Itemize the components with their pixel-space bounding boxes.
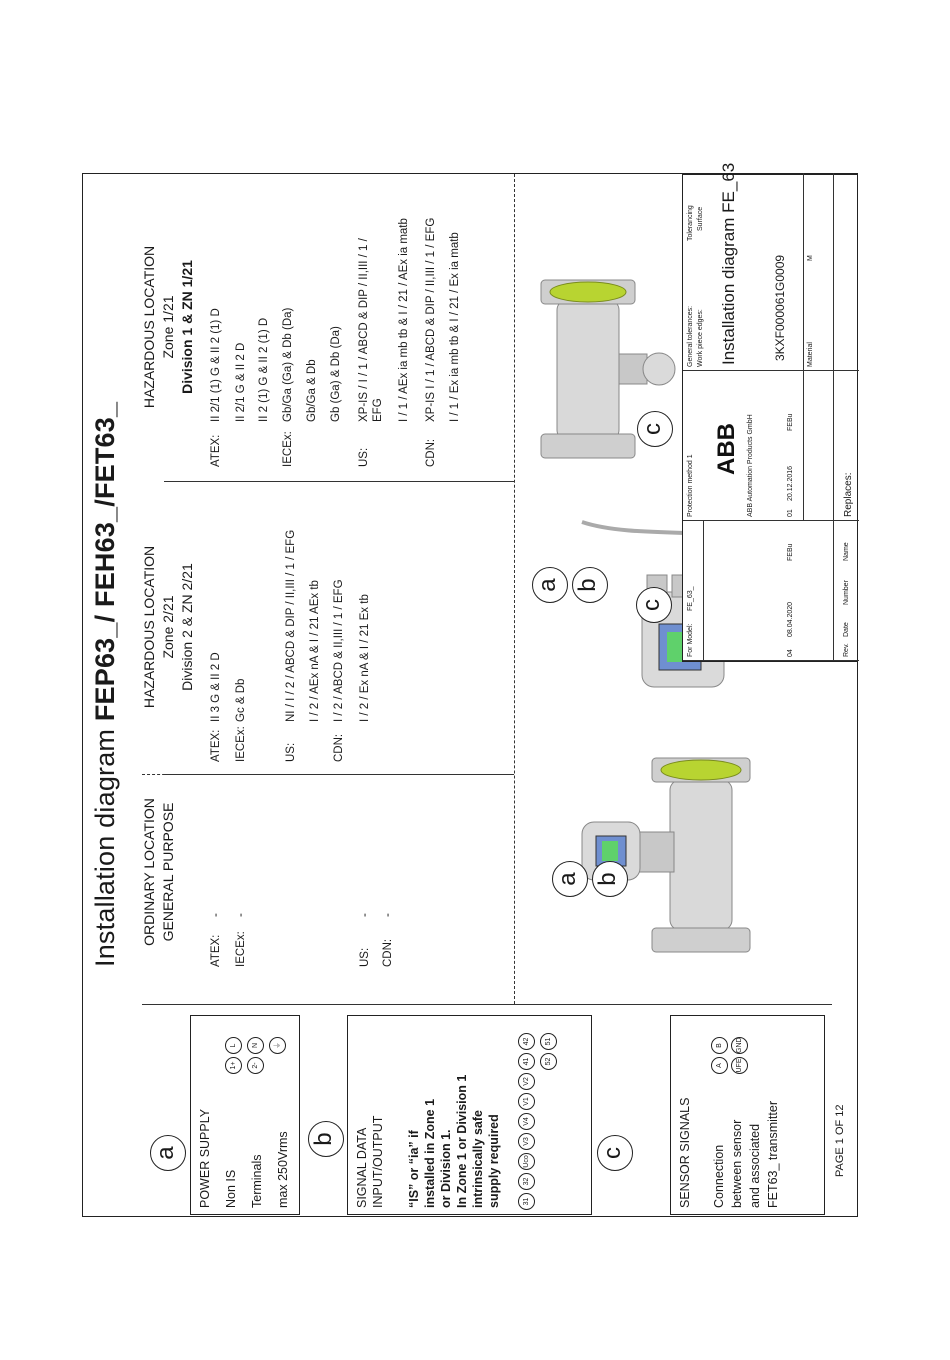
row-label: US: [285,742,297,762]
sensor-signals-line: FET63_ transmitter [766,1101,780,1208]
tb-surface: Surface [697,206,704,231]
sensor-signals-line: and associated [748,1123,762,1208]
power-supply-box [190,1015,300,1215]
title-prefix: Installation diagram [90,721,120,967]
tb-date-header: Date [843,622,850,637]
row-value: I / 1 / Ex ia mb tb & I / 21 / Ex ia matb [449,232,461,422]
signal-data-line: or Division 1. [439,1129,453,1208]
callout-b: b [592,861,628,897]
tb-date: 08.04.2020 [787,601,794,637]
row-value: II 2/1 (1) G & II 2 (1) D [210,308,222,422]
zone1-h3: Division 1 & ZN 1/21 [179,260,195,394]
row-label: IECEx: [235,726,247,762]
tb-doc-title: Installation diagram FE_63 [719,162,738,365]
sensor-signals-line: between sensor [730,1119,744,1208]
power-supply-line: max 250Vrms [276,1131,290,1208]
title-block [682,162,858,662]
row-value: II 2/1 G & II 2 D [235,342,247,422]
row-value: Gb/Ga (Ga) & Db (Da) [282,307,294,422]
terminal-1plus: 1+ [225,1057,242,1074]
callout-b: b [572,567,608,603]
terminal-gnd: GND [731,1037,748,1054]
zone1-h2: Zone 1/21 [160,295,176,359]
terminal-L: L [225,1037,242,1054]
terminal-v1: V1 [518,1093,535,1110]
tb-rev-header: Rev. [843,643,850,657]
tb-name: FEBu [787,543,794,561]
tb-for-model-label: For Model: [687,623,694,657]
power-supply-line: Terminals [250,1154,264,1208]
callout-c: c [637,411,673,447]
terminal-v2: V2 [518,1073,535,1090]
page-number: PAGE 1 OF 12 [834,1104,846,1177]
ordinary-h2: GENERAL PURPOSE [160,802,176,942]
terminal-42: 42 [518,1033,535,1050]
tb-replaces: Replaces: [843,472,854,517]
tb-scale: M [807,255,814,261]
tb-material: Material [807,342,814,367]
zone2-h2: Zone 2/21 [160,595,176,659]
tb-work-piece: Work piece edges: [697,309,704,367]
row-value: - [382,913,394,917]
legend-bubble-a: a [150,1135,186,1171]
row-value: Gb/Ga & Db [306,359,318,422]
signal-data-line: supply required [487,1114,501,1208]
tb-general-tol: General tolerances: [687,305,694,367]
terminal-32: 32 [518,1173,535,1190]
tb-company: ABB Automation Products GmbH [747,414,754,517]
tb-protection: Protection method 1 [687,454,694,517]
terminal-41: 41 [518,1053,535,1070]
sensor-signals-heading: SENSOR SIGNALS [678,1097,692,1208]
signal-data-line: In Zone 1 or Division 1 [455,1074,469,1208]
legend-bubble-b: b [308,1121,344,1157]
signal-data-line: installed in Zone 1 [423,1098,437,1208]
terminal-52: 52 [540,1053,557,1070]
terminal-N: N [247,1037,264,1054]
terminal-uco: Uco [518,1153,535,1170]
signal-data-heading: SIGNAL DATA [355,1127,369,1208]
ordinary-h1: ORDINARY LOCATION [141,798,157,946]
abb-logo: ABB [713,423,740,475]
row-label: ATEX: [210,729,222,762]
tb-line [803,173,804,521]
tb-row-rev: 01 [787,509,794,517]
legend-bubble-c: c [597,1135,633,1171]
tb-number-header: Number [843,580,850,605]
row-label: CDN: [382,938,394,967]
callout-a: a [532,567,568,603]
legend-divider [142,1004,832,1005]
column-divider-1 [164,774,514,775]
zone2-h3: Division 2 & ZN 2/21 [179,563,195,691]
callout-a: a [552,861,588,897]
row-label: US: [359,947,371,967]
sensor-signals-line: Connection [712,1144,726,1208]
terminal-51: 51 [540,1033,557,1050]
row-label: IECEx: [282,431,294,467]
terminal-31: 31 [518,1193,535,1210]
row-value: I / 2 / ABCD & II,III / 1 / EFG [333,579,345,722]
compact-flowmeter-icon [582,758,750,952]
row-value: I / 1 / AEx ia mb tb & I / 21 / AEx ia matb [398,218,410,422]
row-value: I / 2 / Ex nA & I / 21 Ex tb [359,594,371,722]
terminal-2minus: 2- [247,1057,264,1074]
power-supply-heading: POWER SUPPLY [198,1108,212,1208]
tb-tolerancing: Tolerancing [687,205,694,241]
row-value: XP-IS / I / 1 / ABCD & DIP / II,III / 1 / [358,238,370,422]
zone1-heading [140,182,197,472]
diagram-title [90,402,121,967]
terminal-v3: V3 [518,1133,535,1150]
terminal-a: A [711,1057,728,1074]
tb-line [703,521,704,661]
title-models: FEP63_/ FEH63_/FET63_ [90,401,120,722]
power-supply-line: Non IS [224,1169,238,1208]
tb-line [833,173,834,661]
tb-row-name: FEBu [787,413,794,431]
row-value: II 3 G & II 2 D [210,652,222,722]
row-value: II 2 (1) G & II 2 (1) D [258,317,270,422]
row-label: IECEx: [235,931,247,967]
ground-icon: ⏚ [269,1037,286,1054]
row-value: - [359,913,371,917]
zone2-h1: HAZARDOUS LOCATION [141,545,157,709]
terminal-b: B [711,1037,728,1054]
row-value: NI / I / 2 / ABCD & DIP / II,III / 1 / EFG [285,529,297,722]
row-value: XP-IS I / 1 / ABCD & DIP / II,III / 1 / EFG [425,217,437,422]
row-label: CDN: [333,733,345,762]
row-label: CDN: [425,438,437,467]
tb-name-header: Name [843,542,850,561]
row-value: I / 2 / AEx nA & I / 21 AEx tb [309,580,321,722]
row-value: EFG [372,398,384,422]
tb-doc-number: 3KXF000061G0009 [773,254,787,361]
signal-data-heading: INPUT/OUTPUT [371,1115,385,1208]
row-label: ATEX: [210,434,222,467]
signal-data-line: intrinsically safe [471,1110,485,1208]
tb-for-model: FE_63_ [687,586,694,611]
row-label: US: [358,447,370,467]
zone2-heading [140,487,197,767]
column-divider-2 [164,481,514,482]
tb-row-date: 20.12.2016 [787,465,794,501]
signal-data-box [347,1015,592,1215]
row-value: Gc & Db [235,678,247,722]
zone1-h1: HAZARDOUS LOCATION [141,245,157,409]
row-value: - [210,913,222,917]
row-label: ATEX: [210,934,222,967]
terminal-v4: V4 [518,1113,535,1130]
row-value: - [235,913,247,917]
rotated-sheet [82,162,858,1217]
row-value: Gb (Ga) & Db (Da) [330,326,342,422]
tb-rev: 04 [787,649,794,657]
dashed-horizontal [514,174,515,1004]
terminal-ufe: UFE [731,1057,748,1074]
callout-c: c [636,587,672,623]
ordinary-heading [140,777,178,967]
signal-data-line: “IS” or “ia” if [407,1130,421,1208]
sensor-signals-box [670,1015,825,1215]
